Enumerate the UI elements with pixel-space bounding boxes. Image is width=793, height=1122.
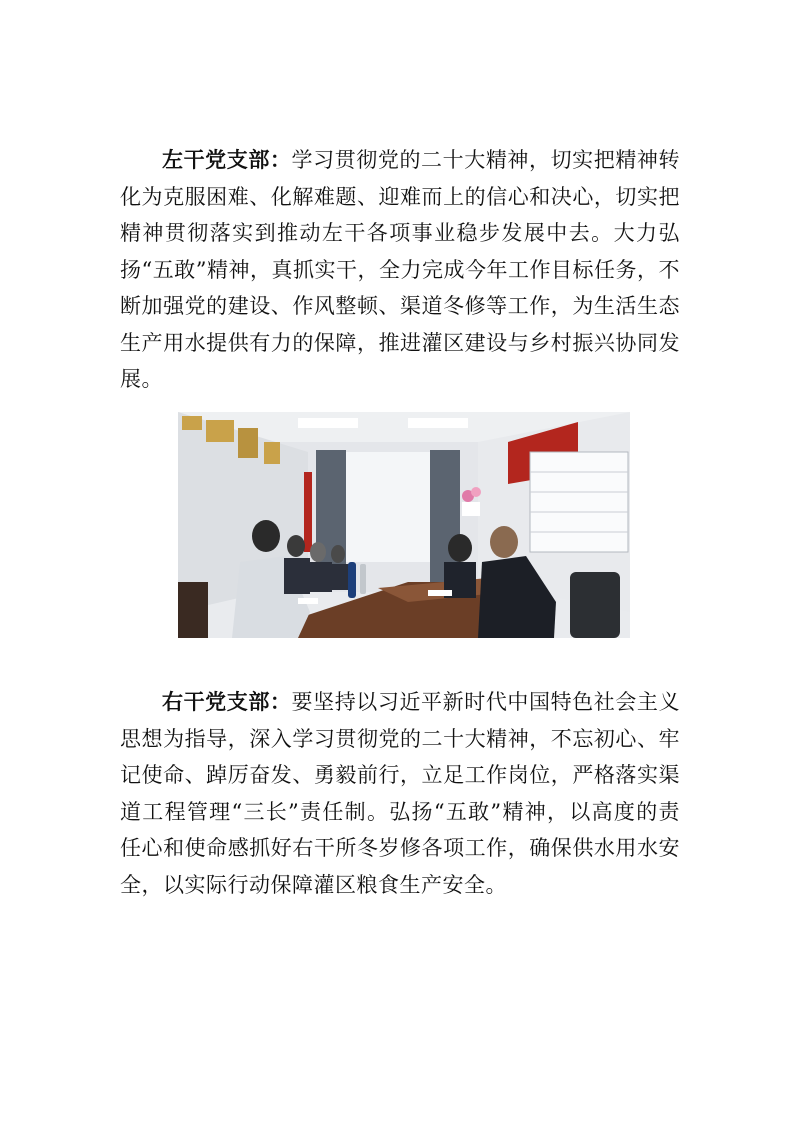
section-body: 学习贯彻党的二十大精神，切实把精神转化为克服困难、化解难题、迎难而上的信心和决心，切实把精神贯彻落实到推动左干各项事业稳步发展中去。大力弘扬“五敢”精神，真抓实干，全力完成今年工作目标任务，不断加强党的建设、作风整顿、渠道冬修等工作，为生活生态生产用水提供有力的保障，推进灌区建设与乡村振兴协同发展。 bbox=[120, 148, 681, 391]
section-heading: 左干党支部： bbox=[162, 148, 292, 172]
section-body: 要坚持以习近平新时代中国特色社会主义思想为指导，深入学习贯彻党的二十大精神，不忘初心、牢记使命、踔厉奋发、勇毅前行，立足工作岗位，严格落实渠道工程管理“三长”责任制。弘扬“五敢”精神，以高度的责任心和使命感抓好右干所冬岁修各项工作，确保供水用水安全，以实际行动保障灌区粮食生产安全。 bbox=[120, 690, 681, 897]
section-left-branch bbox=[120, 142, 680, 398]
section-heading: 右干党支部： bbox=[162, 690, 292, 714]
meeting-photo bbox=[178, 412, 630, 638]
section-right-branch bbox=[120, 684, 680, 903]
